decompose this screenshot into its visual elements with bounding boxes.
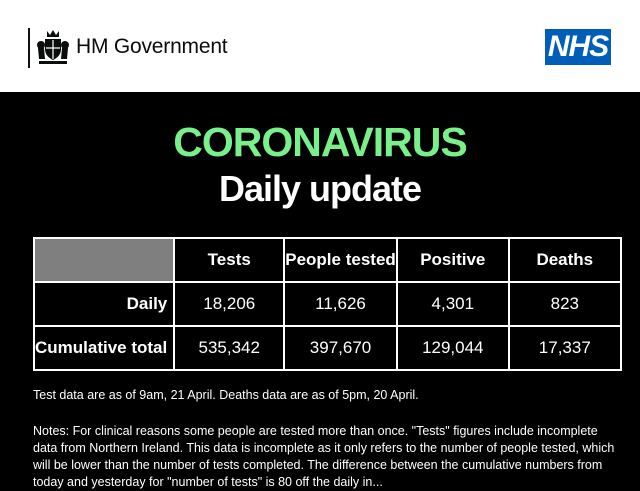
cell-cumulative-deaths: 17,337 bbox=[509, 326, 621, 370]
clinical-notes: Notes: For clinical reasons some people are tested more than once. "Tests" figures include incomplete data from Northern Ireland. This data is incomplete as it only refers to the number of people tested, which will be lower than the number of tests completed. The difference between the cumulative numbers from today and yesterday for "number of tests" is 80 off the daily in... bbox=[33, 424, 615, 489]
cell-cumulative-people-tested: 397,670 bbox=[284, 326, 397, 370]
column-header-tests: Tests bbox=[174, 238, 284, 282]
cell-cumulative-positive: 129,044 bbox=[397, 326, 509, 370]
column-header-positive: Positive bbox=[397, 238, 509, 282]
row-label-cumulative: Cumulative total bbox=[34, 326, 174, 370]
royal-coat-of-arms-icon bbox=[36, 28, 70, 66]
column-header-deaths: Deaths bbox=[509, 238, 621, 282]
government-name: HM Government bbox=[76, 35, 228, 58]
cell-daily-deaths: 823 bbox=[509, 282, 621, 326]
table-corner-cell bbox=[34, 238, 174, 282]
header-divider bbox=[28, 28, 30, 68]
table-row bbox=[34, 282, 621, 326]
cell-daily-tests: 18,206 bbox=[174, 282, 284, 326]
page-title: CORONAVIRUS bbox=[173, 119, 467, 165]
header-banner bbox=[0, 0, 640, 92]
cell-daily-positive: 4,301 bbox=[397, 282, 509, 326]
cell-cumulative-tests: 535,342 bbox=[174, 326, 284, 370]
cell-daily-people-tested: 11,626 bbox=[284, 282, 397, 326]
table-header-row bbox=[34, 238, 621, 282]
stats-table bbox=[33, 237, 622, 371]
table-row bbox=[34, 326, 621, 370]
column-header-people-tested: People tested bbox=[284, 238, 397, 282]
data-timing-note: Test data are as of 9am, 21 April. Deaths data are as of 5pm, 20 April. bbox=[33, 388, 419, 402]
nhs-logo: NHS bbox=[545, 29, 611, 65]
page-subtitle: Daily update bbox=[218, 168, 422, 209]
row-label-daily: Daily bbox=[34, 282, 174, 326]
